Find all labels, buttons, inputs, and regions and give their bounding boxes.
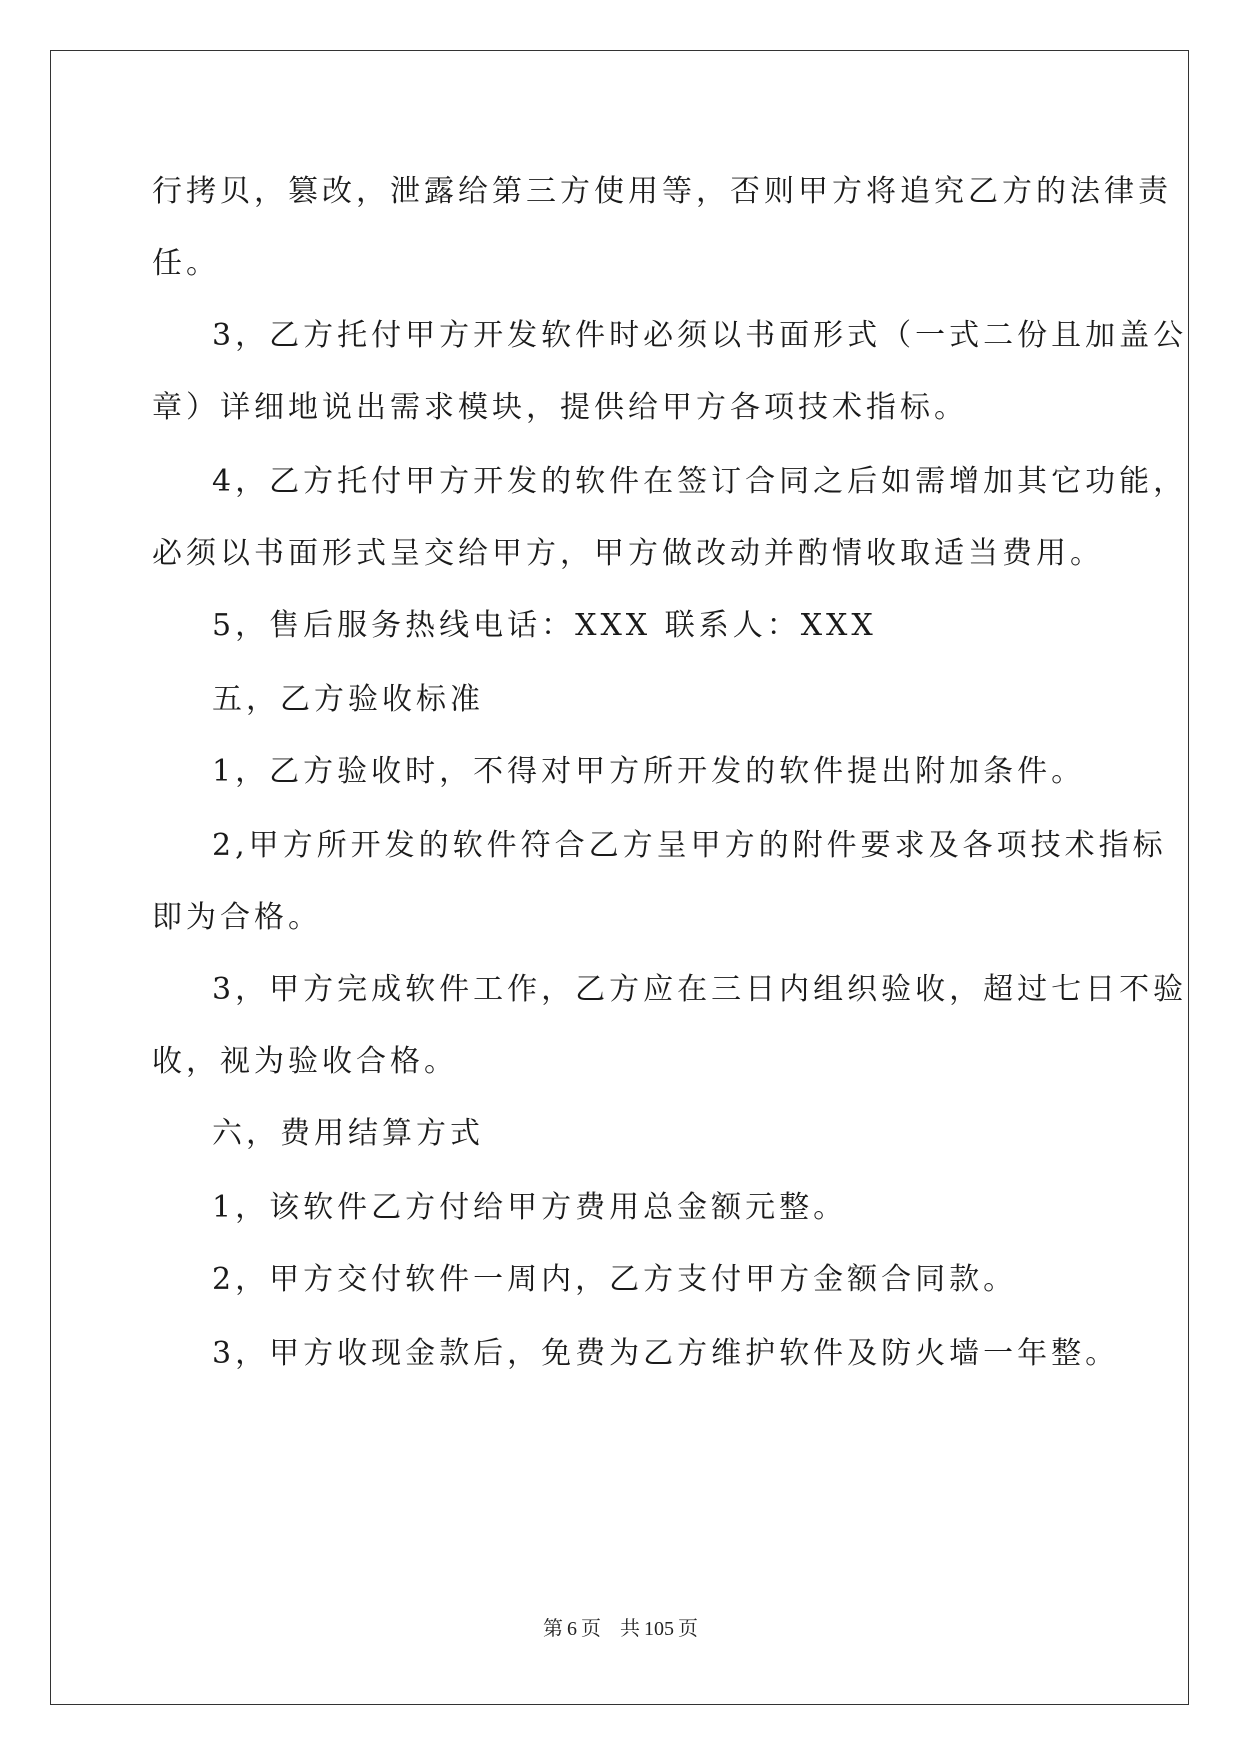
body-line-5: 4，乙方托付甲方开发的软件在签订合同之后如需增加其它功能，	[212, 464, 1188, 499]
body-line-10: 2,甲方所开发的软件符合乙方呈甲方的附件要求及各项技术指标	[212, 828, 1167, 863]
body-line-2: 任。	[152, 246, 220, 281]
body-line-12: 3，甲方完成软件工作，乙方应在三日内组织验收，超过七日不验	[212, 972, 1188, 1007]
body-line-6: 必须以书面形式呈交给甲方，甲方做改动并酌情收取适当费用。	[152, 536, 1104, 571]
section-heading-6: 六，费用结算方式	[212, 1116, 484, 1151]
body-line-15: 1，该软件乙方付给甲方费用总金额元整。	[212, 1190, 848, 1225]
body-line-16: 2，甲方交付软件一周内，乙方支付甲方金额合同款。	[212, 1262, 1018, 1297]
body-line-4: 章）详细地说出需求模块，提供给甲方各项技术指标。	[152, 390, 968, 425]
body-line-9: 1，乙方验收时，不得对甲方所开发的软件提出附加条件。	[212, 754, 1086, 789]
total-pages: 105	[644, 1618, 674, 1640]
page-footer	[0, 1612, 1241, 1641]
body-line-17: 3，甲方收现金款后，免费为乙方维护软件及防火墙一年整。	[212, 1336, 1120, 1371]
body-line-7: 5，售后服务热线电话：XXX 联系人：XXX	[212, 608, 877, 643]
body-line-11: 即为合格。	[152, 900, 322, 935]
body-line-1: 行拷贝，篡改，泄露给第三方使用等，否则甲方将追究乙方的法律责	[152, 174, 1172, 209]
page-suffix: 页	[581, 1618, 601, 1640]
page-border	[50, 50, 1189, 1705]
page-number: 6	[567, 1618, 577, 1640]
body-line-3: 3，乙方托付甲方开发软件时必须以书面形式（一式二份且加盖公	[212, 318, 1188, 353]
total-prefix: 共	[620, 1618, 640, 1640]
body-line-13: 收，视为验收合格。	[152, 1044, 458, 1079]
page-prefix: 第	[543, 1618, 563, 1640]
section-heading-5: 五，乙方验收标准	[212, 682, 484, 717]
total-suffix: 页	[678, 1618, 698, 1640]
